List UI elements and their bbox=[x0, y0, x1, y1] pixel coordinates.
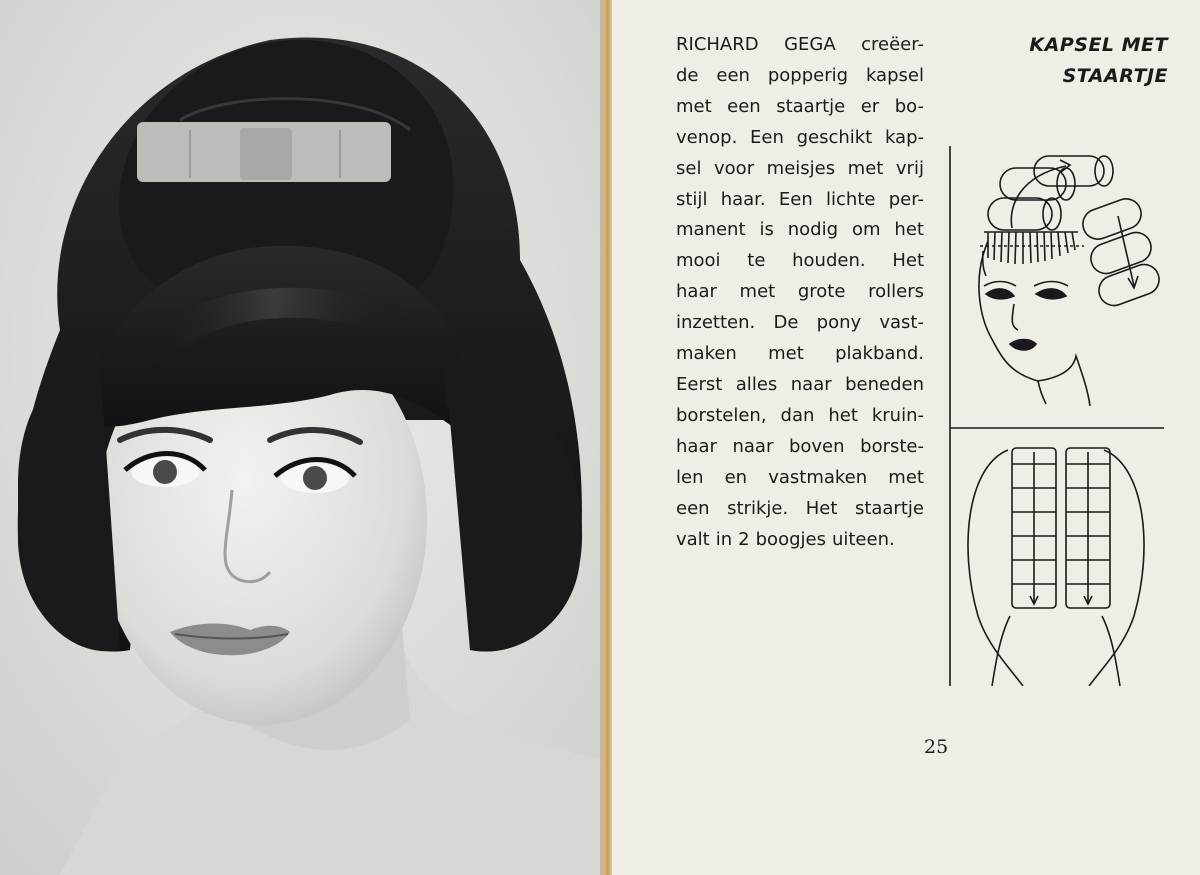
body-word: vast- bbox=[879, 312, 924, 334]
body-line bbox=[676, 246, 924, 277]
body-word: is bbox=[759, 219, 774, 241]
body-word: voor bbox=[714, 157, 755, 179]
body-word: pony bbox=[816, 312, 862, 334]
body-line bbox=[676, 30, 924, 61]
body-line bbox=[676, 123, 924, 154]
page-title bbox=[1029, 30, 1168, 92]
body-word: RICHARD bbox=[676, 34, 759, 55]
body-word: geschikt bbox=[796, 126, 873, 148]
body-word: valt bbox=[676, 528, 710, 550]
body-word: manent bbox=[676, 219, 746, 241]
body-word: naar bbox=[732, 435, 774, 457]
roller-diagram bbox=[948, 146, 1164, 686]
body-word: mooi bbox=[676, 250, 721, 272]
right-page bbox=[612, 0, 1200, 875]
body-line bbox=[676, 432, 924, 463]
body-word: het bbox=[828, 404, 858, 426]
body-word: haar. bbox=[720, 188, 766, 210]
body-word: er bbox=[860, 95, 880, 117]
body-line bbox=[676, 154, 924, 185]
body-line bbox=[676, 92, 924, 123]
body-word: popperig bbox=[767, 64, 849, 86]
body-word: Eerst bbox=[676, 373, 723, 395]
body-word: lichte bbox=[826, 188, 876, 210]
body-word: en bbox=[724, 466, 748, 488]
body-word: uiteen. bbox=[831, 528, 895, 550]
body-line bbox=[676, 277, 924, 308]
body-word: boogjes bbox=[755, 528, 826, 550]
body-word: met bbox=[676, 95, 712, 117]
body-word: creëer- bbox=[861, 34, 924, 55]
body-word: inzetten. bbox=[676, 312, 756, 334]
body-word: Het bbox=[805, 497, 838, 519]
body-word: borstelen, bbox=[676, 404, 767, 426]
body-word: alles bbox=[735, 373, 778, 395]
roller-icon bbox=[988, 156, 1163, 310]
body-line bbox=[676, 463, 924, 494]
page-number: 25 bbox=[924, 736, 949, 758]
body-word: met bbox=[888, 466, 924, 488]
body-word: len bbox=[676, 466, 704, 488]
body-word: maken bbox=[676, 343, 737, 365]
title-line: STAARTJE bbox=[1062, 65, 1168, 87]
body-text bbox=[676, 30, 924, 555]
body-word: een bbox=[676, 497, 710, 519]
body-word: bo- bbox=[894, 95, 924, 117]
body-word: met bbox=[739, 281, 776, 303]
profile-head-icon bbox=[979, 232, 1090, 406]
body-line bbox=[676, 215, 924, 246]
body-line bbox=[676, 61, 924, 92]
body-word: met bbox=[768, 343, 804, 365]
body-word: vrij bbox=[895, 157, 924, 179]
body-word: Een bbox=[750, 126, 784, 148]
body-word: per- bbox=[888, 188, 924, 210]
body-word: grote bbox=[797, 281, 846, 303]
body-line bbox=[676, 308, 924, 339]
body-word: GEGA bbox=[784, 34, 836, 55]
body-line bbox=[676, 494, 924, 525]
body-word: sel bbox=[676, 157, 702, 179]
body-word: staartje bbox=[776, 95, 846, 117]
body-word: naar bbox=[790, 373, 832, 395]
body-word: meisjes bbox=[766, 157, 836, 179]
body-word: stijl bbox=[676, 188, 708, 210]
body-word: borste- bbox=[860, 435, 924, 457]
body-word: beneden bbox=[845, 373, 924, 395]
body-word: haar bbox=[676, 281, 717, 303]
body-word: kruin- bbox=[871, 404, 924, 426]
body-line bbox=[676, 370, 924, 401]
body-word: de bbox=[676, 64, 699, 86]
body-word: Het bbox=[892, 250, 924, 272]
body-word: strikje. bbox=[727, 497, 789, 519]
body-word: kap- bbox=[884, 126, 924, 148]
body-line bbox=[676, 401, 924, 432]
body-line bbox=[676, 185, 924, 216]
body-word: vastmaken bbox=[768, 466, 868, 488]
body-word: rollers bbox=[868, 281, 924, 303]
roller-grid-icon bbox=[1012, 448, 1110, 608]
body-word: venop. bbox=[676, 126, 738, 148]
body-word: om bbox=[851, 219, 881, 241]
body-word: staartje bbox=[854, 497, 924, 519]
body-line bbox=[676, 525, 924, 556]
body-word: houden. bbox=[792, 250, 866, 272]
body-word: 2 bbox=[738, 528, 750, 550]
body-word: kapsel bbox=[865, 64, 924, 86]
body-word: boven bbox=[788, 435, 845, 457]
body-word: De bbox=[773, 312, 799, 334]
body-word: te bbox=[747, 250, 766, 272]
body-word: nodig bbox=[787, 219, 839, 241]
body-word: een bbox=[716, 64, 750, 86]
body-word: in bbox=[715, 528, 733, 550]
title-line: KAPSEL MET bbox=[1029, 34, 1168, 56]
body-word: dan bbox=[780, 404, 815, 426]
body-word: Een bbox=[778, 188, 813, 210]
body-word: een bbox=[727, 95, 761, 117]
body-word: plakband. bbox=[835, 343, 924, 365]
body-word: haar bbox=[676, 435, 717, 457]
body-word: met bbox=[847, 157, 884, 179]
body-line bbox=[676, 339, 924, 370]
body-word: het bbox=[894, 219, 924, 241]
